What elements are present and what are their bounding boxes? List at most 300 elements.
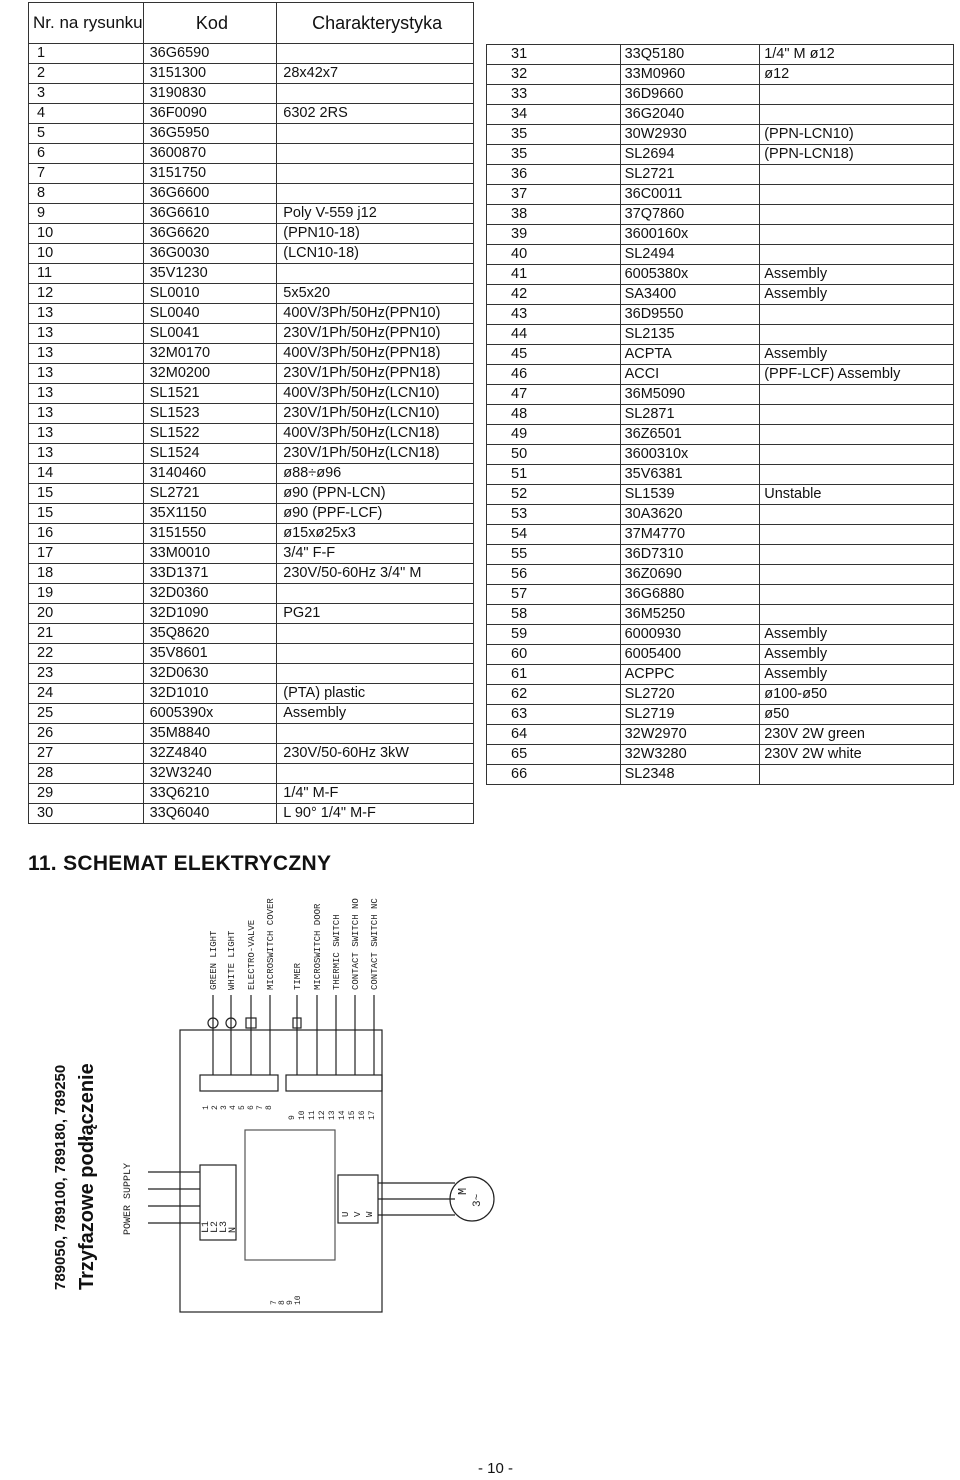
cell-code: 30A3620 bbox=[620, 505, 760, 525]
cell-characteristics: 6302 2RS bbox=[277, 104, 474, 124]
table-row bbox=[487, 145, 954, 165]
cell-characteristics bbox=[277, 124, 474, 144]
cell-code: 33Q5180 bbox=[620, 45, 760, 65]
cell-number: 22 bbox=[29, 644, 144, 664]
cell-code: 32D0630 bbox=[143, 664, 277, 684]
cell-code: 33Q6210 bbox=[143, 784, 277, 804]
table-row bbox=[487, 105, 954, 125]
cell-characteristics: 28x42x7 bbox=[277, 64, 474, 84]
cell-characteristics: ø88÷ø96 bbox=[277, 464, 474, 484]
cell-characteristics: ø12 bbox=[760, 65, 954, 85]
phase-label: L3 bbox=[219, 1220, 230, 1233]
cell-number: 48 bbox=[487, 405, 621, 425]
table-row bbox=[487, 525, 954, 545]
table-row bbox=[487, 85, 954, 105]
component-label: GREEN LIGHT bbox=[209, 930, 219, 990]
cell-code: SL1523 bbox=[143, 404, 277, 424]
component-label: MICROSWITCH DOOR bbox=[313, 903, 323, 990]
cell-characteristics: Assembly bbox=[760, 285, 954, 305]
relay-block bbox=[245, 1130, 335, 1260]
cell-code: ACPTA bbox=[620, 345, 760, 365]
cell-number: 16 bbox=[29, 524, 144, 544]
cell-code: SL2135 bbox=[620, 325, 760, 345]
motor-phase-label: 3~ bbox=[472, 1193, 484, 1207]
table-row bbox=[29, 784, 474, 804]
cell-characteristics bbox=[277, 624, 474, 644]
table-row bbox=[487, 205, 954, 225]
cell-number: 52 bbox=[487, 485, 621, 505]
cell-number: 3 bbox=[29, 84, 144, 104]
cell-characteristics bbox=[760, 585, 954, 605]
cell-number: 24 bbox=[29, 684, 144, 704]
table-row bbox=[29, 224, 474, 244]
cell-code: SL2494 bbox=[620, 245, 760, 265]
cell-code: 36Z6501 bbox=[620, 425, 760, 445]
cell-code: 6005380x bbox=[620, 265, 760, 285]
component-label: CONTACT SWITCH NO bbox=[351, 898, 361, 990]
table-row bbox=[29, 564, 474, 584]
cell-number: 14 bbox=[29, 464, 144, 484]
cell-number: 56 bbox=[487, 565, 621, 585]
motor-label: M bbox=[456, 1187, 470, 1195]
cell-number: 29 bbox=[29, 784, 144, 804]
cell-code: 36D7310 bbox=[620, 545, 760, 565]
cell-characteristics: (PPF-LCF) Assembly bbox=[760, 365, 954, 385]
cell-characteristics bbox=[760, 85, 954, 105]
cell-number: 25 bbox=[29, 704, 144, 724]
cell-code: 36G0030 bbox=[143, 244, 277, 264]
cell-code: 32Z4840 bbox=[143, 744, 277, 764]
table-row bbox=[29, 384, 474, 404]
cell-code: 36D9550 bbox=[620, 305, 760, 325]
table-row bbox=[487, 125, 954, 145]
power-supply-label: POWER SUPPLY bbox=[123, 1162, 134, 1235]
cell-characteristics bbox=[760, 545, 954, 565]
terminal-number: 13 bbox=[328, 1110, 337, 1120]
component-label: TIMER bbox=[293, 962, 303, 990]
cell-number: 44 bbox=[487, 325, 621, 345]
cell-number: 65 bbox=[487, 745, 621, 765]
cell-number: 34 bbox=[487, 105, 621, 125]
cell-characteristics: Assembly bbox=[760, 265, 954, 285]
cell-number: 35 bbox=[487, 125, 621, 145]
table-row bbox=[29, 64, 474, 84]
cell-code: 36G6880 bbox=[620, 585, 760, 605]
terminal-number: 9 bbox=[288, 1115, 297, 1120]
cell-code: SA3400 bbox=[620, 285, 760, 305]
cell-characteristics bbox=[760, 445, 954, 465]
table-row bbox=[29, 624, 474, 644]
cell-code: 36G2040 bbox=[620, 105, 760, 125]
cell-characteristics: 230V/50-60Hz 3/4" M bbox=[277, 564, 474, 584]
cell-code: 32D0360 bbox=[143, 584, 277, 604]
cell-code: 36G6600 bbox=[143, 184, 277, 204]
cell-code: 3140460 bbox=[143, 464, 277, 484]
cell-code: 30W2930 bbox=[620, 125, 760, 145]
cell-number: 59 bbox=[487, 625, 621, 645]
cell-code: 36G6610 bbox=[143, 204, 277, 224]
bottom-terminal-number: 10 bbox=[294, 1295, 303, 1305]
cell-characteristics: 5x5x20 bbox=[277, 284, 474, 304]
cell-characteristics: ø90 (PPF-LCF) bbox=[277, 504, 474, 524]
terminal-block-right bbox=[286, 1075, 382, 1091]
cell-characteristics bbox=[760, 765, 954, 785]
table-row bbox=[29, 84, 474, 104]
cell-characteristics bbox=[277, 44, 474, 64]
terminal-number: 16 bbox=[358, 1110, 367, 1120]
cell-code: 3600870 bbox=[143, 144, 277, 164]
cell-number: 13 bbox=[29, 304, 144, 324]
column-header-code: Kod bbox=[143, 3, 277, 44]
cell-code: 32W3280 bbox=[620, 745, 760, 765]
terminal-number: 8 bbox=[265, 1105, 274, 1110]
cell-code: 36G6620 bbox=[143, 224, 277, 244]
phase-label: N bbox=[228, 1226, 239, 1233]
cell-number: 51 bbox=[487, 465, 621, 485]
cell-characteristics bbox=[277, 144, 474, 164]
terminal-number: 14 bbox=[338, 1110, 347, 1120]
table-row bbox=[29, 724, 474, 744]
side-caption bbox=[14, 1040, 104, 1290]
cell-code: 32D1010 bbox=[143, 684, 277, 704]
cell-characteristics: Assembly bbox=[760, 345, 954, 365]
cell-characteristics: Assembly bbox=[760, 645, 954, 665]
table-row bbox=[29, 344, 474, 364]
terminal-number: 2 bbox=[211, 1105, 220, 1110]
cell-number: 13 bbox=[29, 364, 144, 384]
terminal-block-left bbox=[200, 1075, 278, 1091]
table-row bbox=[29, 204, 474, 224]
cell-number: 40 bbox=[487, 245, 621, 265]
cell-code: 35X1150 bbox=[143, 504, 277, 524]
table-row bbox=[29, 44, 474, 64]
cell-characteristics bbox=[760, 405, 954, 425]
column-header-number: Nr. na rysunku bbox=[29, 3, 144, 44]
table-row bbox=[487, 265, 954, 285]
cell-characteristics bbox=[760, 105, 954, 125]
cell-number: 64 bbox=[487, 725, 621, 745]
table-row bbox=[487, 725, 954, 745]
cell-number: 21 bbox=[29, 624, 144, 644]
cell-characteristics: 400V/3Ph/50Hz(LCN10) bbox=[277, 384, 474, 404]
cell-code: SL2348 bbox=[620, 765, 760, 785]
cell-characteristics bbox=[760, 185, 954, 205]
cell-characteristics: 230V 2W green bbox=[760, 725, 954, 745]
cell-code: SL1539 bbox=[620, 485, 760, 505]
cell-code: 3190830 bbox=[143, 84, 277, 104]
cell-number: 9 bbox=[29, 204, 144, 224]
motor-terminal-label: W bbox=[365, 1211, 375, 1217]
table-row bbox=[29, 304, 474, 324]
cell-characteristics: Assembly bbox=[760, 665, 954, 685]
cell-code: 36M5250 bbox=[620, 605, 760, 625]
table-row bbox=[487, 565, 954, 585]
table-row bbox=[29, 364, 474, 384]
component-label: ELECTRO-VALVE bbox=[247, 919, 257, 990]
table-row bbox=[29, 644, 474, 664]
component-label: MICROSWITCH COVER bbox=[266, 898, 276, 990]
table-row bbox=[29, 524, 474, 544]
cell-characteristics bbox=[760, 325, 954, 345]
cell-number: 53 bbox=[487, 505, 621, 525]
cell-characteristics bbox=[277, 584, 474, 604]
cell-code: 36M5090 bbox=[620, 385, 760, 405]
component-label: WHITE LIGHT bbox=[227, 930, 237, 990]
cell-characteristics: Unstable bbox=[760, 485, 954, 505]
cell-number: 15 bbox=[29, 484, 144, 504]
cell-characteristics: PG21 bbox=[277, 604, 474, 624]
terminal-number: 7 bbox=[256, 1105, 265, 1110]
cell-code: 37Q7860 bbox=[620, 205, 760, 225]
table-row bbox=[29, 744, 474, 764]
terminal-number: 3 bbox=[220, 1105, 229, 1110]
cell-characteristics bbox=[760, 425, 954, 445]
cell-number: 18 bbox=[29, 564, 144, 584]
table-row bbox=[487, 465, 954, 485]
cell-characteristics bbox=[277, 184, 474, 204]
table-row bbox=[487, 365, 954, 385]
cell-code: SL2719 bbox=[620, 705, 760, 725]
table-row bbox=[487, 285, 954, 305]
cell-code: 33D1371 bbox=[143, 564, 277, 584]
cell-characteristics: 230V/1Ph/50Hz(PPN10) bbox=[277, 324, 474, 344]
cell-characteristics bbox=[760, 525, 954, 545]
cell-code: ACPPC bbox=[620, 665, 760, 685]
component-wires bbox=[208, 995, 374, 1075]
cell-code: SL1521 bbox=[143, 384, 277, 404]
terminal-number: 1 bbox=[202, 1105, 211, 1110]
table-row bbox=[487, 705, 954, 725]
cell-number: 50 bbox=[487, 445, 621, 465]
cell-characteristics bbox=[277, 164, 474, 184]
table-row bbox=[29, 144, 474, 164]
motor-terminal-label: U bbox=[341, 1211, 351, 1217]
cell-characteristics: ø15xø25x3 bbox=[277, 524, 474, 544]
table-row bbox=[487, 325, 954, 345]
table-row bbox=[487, 605, 954, 625]
cell-number: 5 bbox=[29, 124, 144, 144]
parts-table-right bbox=[486, 44, 954, 785]
connection-subtitle: Trzyfazowe podłączenie bbox=[76, 1063, 98, 1290]
cell-number: 58 bbox=[487, 605, 621, 625]
terminal-number: 6 bbox=[247, 1105, 256, 1110]
cell-number: 45 bbox=[487, 345, 621, 365]
cell-number: 30 bbox=[29, 804, 144, 824]
cell-characteristics: ø50 bbox=[760, 705, 954, 725]
motor-terminal-label: V bbox=[353, 1211, 363, 1217]
cell-number: 49 bbox=[487, 425, 621, 445]
table-row bbox=[487, 545, 954, 565]
cell-characteristics: ø90 (PPN-LCN) bbox=[277, 484, 474, 504]
cell-number: 35 bbox=[487, 145, 621, 165]
cell-number: 54 bbox=[487, 525, 621, 545]
cell-characteristics: (PTA) plastic bbox=[277, 684, 474, 704]
cell-number: 11 bbox=[29, 264, 144, 284]
bottom-terminal-number: 8 bbox=[278, 1300, 287, 1305]
cell-number: 60 bbox=[487, 645, 621, 665]
cell-number: 17 bbox=[29, 544, 144, 564]
cell-code: 3600160x bbox=[620, 225, 760, 245]
cell-code: SL2721 bbox=[143, 484, 277, 504]
cell-number: 7 bbox=[29, 164, 144, 184]
component-label: CONTACT SWITCH NC bbox=[370, 898, 380, 990]
phase-label: L1 bbox=[201, 1220, 212, 1233]
cell-characteristics: (PPN10-18) bbox=[277, 224, 474, 244]
cell-characteristics: 230V/1Ph/50Hz(LCN18) bbox=[277, 444, 474, 464]
cell-code: 33Q6040 bbox=[143, 804, 277, 824]
table-row bbox=[487, 385, 954, 405]
terminal-number: 10 bbox=[298, 1110, 307, 1120]
table-row bbox=[487, 645, 954, 665]
cell-code: 32W2970 bbox=[620, 725, 760, 745]
cell-number: 36 bbox=[487, 165, 621, 185]
table-row bbox=[29, 464, 474, 484]
cell-characteristics: L 90° 1/4" M-F bbox=[277, 804, 474, 824]
table-row bbox=[29, 444, 474, 464]
cell-characteristics: 400V/3Ph/50Hz(PPN10) bbox=[277, 304, 474, 324]
cell-number: 6 bbox=[29, 144, 144, 164]
cell-characteristics bbox=[760, 605, 954, 625]
cell-code: 6005390x bbox=[143, 704, 277, 724]
component-labels bbox=[209, 898, 380, 990]
cell-code: 36G6590 bbox=[143, 44, 277, 64]
table-row bbox=[29, 704, 474, 724]
page-number: - 10 - bbox=[478, 1460, 514, 1477]
phase-label: L2 bbox=[210, 1220, 221, 1233]
table-row bbox=[29, 504, 474, 524]
table-row bbox=[29, 284, 474, 304]
cell-code: SL0041 bbox=[143, 324, 277, 344]
cell-number: 31 bbox=[487, 45, 621, 65]
table-row bbox=[29, 584, 474, 604]
cell-code: 36D9660 bbox=[620, 85, 760, 105]
cell-characteristics bbox=[277, 724, 474, 744]
table-row bbox=[29, 684, 474, 704]
cell-number: 15 bbox=[29, 504, 144, 524]
table-row bbox=[29, 324, 474, 344]
terminal-number: 17 bbox=[368, 1110, 377, 1120]
table-row bbox=[487, 405, 954, 425]
table-row bbox=[29, 484, 474, 504]
cell-number: 41 bbox=[487, 265, 621, 285]
cell-number: 28 bbox=[29, 764, 144, 784]
table-row bbox=[487, 765, 954, 785]
cell-code: 35V1230 bbox=[143, 264, 277, 284]
cell-code: 3151300 bbox=[143, 64, 277, 84]
cell-code: 33M0010 bbox=[143, 544, 277, 564]
bottom-terminal-number: 7 bbox=[270, 1300, 279, 1305]
table-row bbox=[487, 485, 954, 505]
cell-characteristics: 230V/50-60Hz 3kW bbox=[277, 744, 474, 764]
cell-number: 13 bbox=[29, 424, 144, 444]
cell-number: 13 bbox=[29, 444, 144, 464]
table-row bbox=[29, 264, 474, 284]
table-row bbox=[29, 244, 474, 264]
component-label: THERMIC SWITCH bbox=[332, 914, 342, 990]
table-row bbox=[487, 345, 954, 365]
table-row bbox=[487, 225, 954, 245]
cell-code: 32D1090 bbox=[143, 604, 277, 624]
table-row bbox=[29, 764, 474, 784]
cell-code: 6000930 bbox=[620, 625, 760, 645]
cell-characteristics: 400V/3Ph/50Hz(PPN18) bbox=[277, 344, 474, 364]
cell-code: SL2871 bbox=[620, 405, 760, 425]
control-board-outline bbox=[180, 1030, 382, 1312]
cell-code: 6005400 bbox=[620, 645, 760, 665]
cell-code: 33M0960 bbox=[620, 65, 760, 85]
table-row bbox=[487, 505, 954, 525]
cell-number: 23 bbox=[29, 664, 144, 684]
cell-characteristics bbox=[760, 565, 954, 585]
cell-characteristics: (PPN-LCN18) bbox=[760, 145, 954, 165]
table-row bbox=[487, 165, 954, 185]
cell-characteristics bbox=[277, 664, 474, 684]
cell-code: 35M8840 bbox=[143, 724, 277, 744]
cell-characteristics: 1/4" M ø12 bbox=[760, 45, 954, 65]
cell-code: SL2721 bbox=[620, 165, 760, 185]
cell-number: 10 bbox=[29, 244, 144, 264]
cell-characteristics: 3/4" F-F bbox=[277, 544, 474, 564]
table-row bbox=[29, 164, 474, 184]
terminal-number: 5 bbox=[238, 1105, 247, 1110]
cell-characteristics bbox=[760, 305, 954, 325]
wiring-diagram bbox=[100, 895, 520, 1325]
cell-code: 32W3240 bbox=[143, 764, 277, 784]
cell-number: 13 bbox=[29, 404, 144, 424]
table-row bbox=[487, 745, 954, 765]
cell-number: 55 bbox=[487, 545, 621, 565]
cell-code: 32M0170 bbox=[143, 344, 277, 364]
cell-code: 35V6381 bbox=[620, 465, 760, 485]
cell-number: 47 bbox=[487, 385, 621, 405]
cell-number: 13 bbox=[29, 384, 144, 404]
cell-number: 20 bbox=[29, 604, 144, 624]
cell-number: 39 bbox=[487, 225, 621, 245]
cell-number: 32 bbox=[487, 65, 621, 85]
terminal-strip-left bbox=[200, 1075, 278, 1091]
cell-number: 57 bbox=[487, 585, 621, 605]
table-row bbox=[29, 184, 474, 204]
terminal-numbers bbox=[202, 1105, 377, 1120]
cell-number: 26 bbox=[29, 724, 144, 744]
terminal-strip-right bbox=[286, 1075, 382, 1091]
terminal-number: 15 bbox=[348, 1110, 357, 1120]
table-row bbox=[487, 45, 954, 65]
table-row bbox=[487, 445, 954, 465]
cell-characteristics bbox=[760, 465, 954, 485]
table-row bbox=[29, 404, 474, 424]
cell-code: SL1522 bbox=[143, 424, 277, 444]
table-row bbox=[487, 585, 954, 605]
table-row bbox=[487, 625, 954, 645]
cell-number: 46 bbox=[487, 365, 621, 385]
cell-code: 3600310x bbox=[620, 445, 760, 465]
table-row bbox=[29, 664, 474, 684]
column-header-characteristics: Charakterystyka bbox=[277, 3, 474, 44]
cell-characteristics bbox=[277, 264, 474, 284]
table-row bbox=[487, 245, 954, 265]
cell-characteristics: (PPN-LCN10) bbox=[760, 125, 954, 145]
cell-number: 33 bbox=[487, 85, 621, 105]
cell-characteristics bbox=[760, 225, 954, 245]
cell-number: 13 bbox=[29, 324, 144, 344]
table-row bbox=[29, 804, 474, 824]
cell-code: 35V8601 bbox=[143, 644, 277, 664]
cell-characteristics: Assembly bbox=[277, 704, 474, 724]
cell-code: 3151550 bbox=[143, 524, 277, 544]
table-row bbox=[29, 424, 474, 444]
cell-characteristics: Assembly bbox=[760, 625, 954, 645]
